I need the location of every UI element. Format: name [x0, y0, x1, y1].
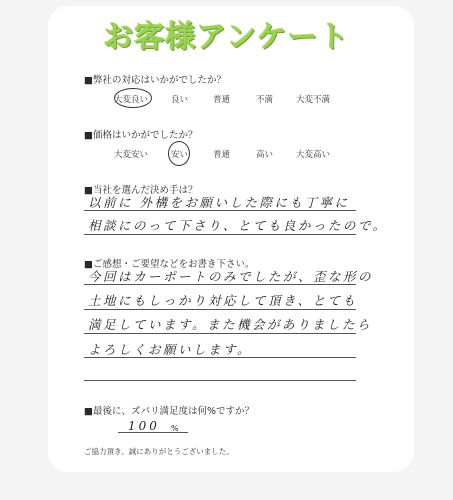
q4-rule-5: [84, 380, 356, 381]
q1-option-very-dissatisfied[interactable]: 大変不満: [296, 95, 331, 105]
q3-answer-line-2: 相談にのって下さり、とても良かったので。: [88, 218, 388, 233]
q4-answer-line-1: 今回はカーポートのみでしたが、歪な形の: [88, 269, 374, 284]
q1-option-good[interactable]: 良い: [171, 95, 189, 105]
q3-rule-1: [84, 210, 356, 211]
q2-option-normal[interactable]: 普通: [213, 150, 231, 160]
q4-rule-1: [84, 284, 356, 285]
question-2-label: ■価格はいかがでしたか？: [84, 130, 198, 141]
q1-option-normal[interactable]: 普通: [213, 95, 231, 105]
q4-answer-line-3: 満足しています。また機会がありましたら: [88, 317, 373, 332]
q4-rule-2: [84, 309, 356, 310]
q3-answer-line-1: 以前に 外構をお願いした際にも丁寧に: [88, 195, 350, 210]
question-4-label: ■ご感想・ご要望などをお書き下さい。: [84, 259, 255, 270]
q2-selection-circle: [168, 141, 190, 166]
question-2-options: [0, 148, 453, 162]
q1-option-very-good[interactable]: 大変良い: [114, 95, 149, 105]
q4-answer-line-2: 土地にもしっかり対応して頂き、とても: [88, 293, 358, 308]
q3-rule-2: [84, 234, 356, 235]
satisfaction-value: 100: [128, 419, 160, 433]
q1-selection-circle: [114, 88, 152, 108]
q2-option-cheap[interactable]: 安い: [171, 150, 189, 160]
q4-answer-line-4: よろしくお願いします。: [88, 342, 253, 357]
q2-option-very-cheap[interactable]: 大変安い: [114, 150, 149, 160]
q4-rule-4: [84, 357, 356, 358]
question-3-label: ■当社を選んだ決め手は？: [84, 185, 198, 196]
q2-option-very-expensive[interactable]: 大変高い: [296, 150, 331, 160]
q2-option-expensive[interactable]: 高い: [256, 150, 274, 160]
page-title: お客様アンケート: [103, 20, 350, 55]
question-5-label: ■最後に、ズバリ満足度は何%ですか？: [84, 406, 255, 417]
question-1-options: [0, 93, 453, 107]
satisfaction-unit: %: [171, 424, 179, 433]
q1-option-dissatisfied[interactable]: 不満: [256, 95, 274, 105]
question-1-label: ■弊社の対応はいかがでしたか？: [84, 75, 226, 86]
q4-rule-3: [84, 333, 356, 334]
satisfaction-rule: [118, 432, 188, 433]
thanks-message: ご協力頂き、誠にありがとうございました。: [84, 447, 234, 456]
